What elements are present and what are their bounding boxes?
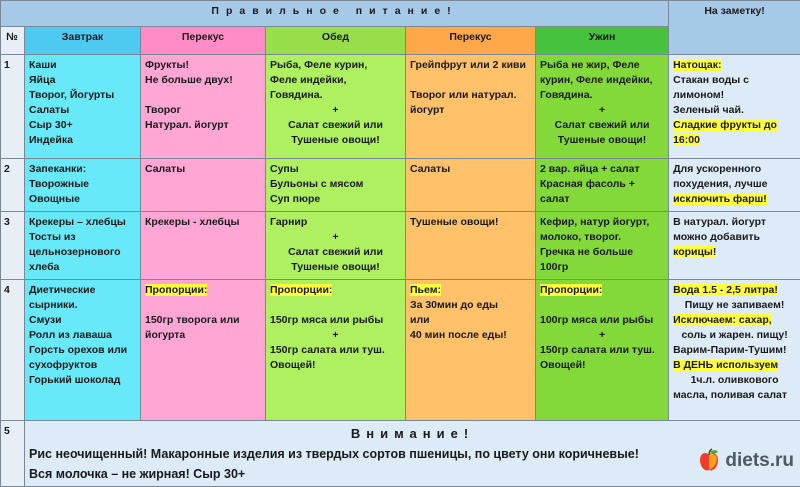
highlight: корицы!	[673, 246, 716, 258]
cell-line: цельнозернового	[29, 245, 136, 260]
highlight: исключить фарш!	[673, 193, 767, 205]
cell-line: Творог, Йогурты	[29, 88, 136, 103]
cell-line: Яйца	[29, 73, 136, 88]
cell-line: Салат свежий или	[540, 118, 664, 133]
cell-line	[673, 283, 796, 298]
highlight: Пропорции:	[540, 284, 602, 296]
highlight: 16:00	[673, 134, 700, 146]
cell-line	[673, 313, 796, 328]
highlight: Пьем:	[410, 284, 441, 296]
cell-line: Рыба, Феле курин,	[270, 58, 401, 73]
attention-title: Внимание!	[29, 424, 796, 444]
header-perekus-2: Перекус	[406, 27, 536, 55]
cell-line	[673, 133, 796, 148]
cell-line: Крекеры - хлебцы	[145, 215, 261, 230]
highlight: Пропорции:	[270, 284, 332, 296]
cell-line	[145, 88, 261, 103]
cell-line: Варим-Парим-Тушим!	[673, 343, 796, 358]
cell-zavtrak	[25, 280, 141, 421]
cell-line: Творог	[145, 103, 261, 118]
cell-line: 100гр	[540, 260, 664, 275]
cell-uzhin	[536, 280, 669, 421]
cell-line: соль и жарен. пищу!	[673, 328, 796, 343]
site-logo	[696, 448, 794, 474]
plus-sign: +	[270, 328, 401, 343]
row-number: 2	[1, 159, 25, 212]
cell-line: 150гр творога или	[145, 313, 261, 328]
cell-line: Салат свежий или	[270, 118, 401, 133]
cell-line	[270, 283, 401, 298]
cell-perekus-2	[406, 280, 536, 421]
cell-obed	[266, 159, 406, 212]
cell-line: Крекеры – хлебцы	[29, 215, 136, 230]
cell-line: Говядина.	[270, 88, 401, 103]
cell-line: курин, Феле индейки,	[540, 73, 664, 88]
cell-line: Гречка не больше	[540, 245, 664, 260]
cell-line	[540, 298, 664, 313]
row-number: 1	[1, 55, 25, 159]
cell-line: Гарнир	[270, 215, 401, 230]
header-perekus-1: Перекус	[141, 27, 266, 55]
cell-uzhin	[536, 212, 669, 280]
cell-line: 40 мин после еды!	[410, 328, 531, 343]
cell-line: Салат свежий или	[270, 245, 401, 260]
cell-line: можно добавить	[673, 230, 796, 245]
cell-line: салат	[540, 192, 664, 207]
cell-line: В натурал. йогурт	[673, 215, 796, 230]
apple-icon	[696, 448, 722, 474]
cell-line: Запеканки:	[29, 162, 136, 177]
cell-uzhin	[536, 159, 669, 212]
cell-line: Пищу не запиваем!	[673, 298, 796, 313]
plus-sign: +	[270, 103, 401, 118]
cell-zavtrak	[25, 55, 141, 159]
cell-perekus-1	[141, 159, 266, 212]
cell-line: Диетические	[29, 283, 136, 298]
cell-line: 2 вар. яйца + салат	[540, 162, 664, 177]
header-obed: Обед	[266, 27, 406, 55]
cell-line: сухофруктов	[29, 358, 136, 373]
cell-line: 100гр мяса или рыбы	[540, 313, 664, 328]
cell-perekus-1	[141, 212, 266, 280]
row-number: 5	[1, 421, 25, 487]
cell-perekus-2	[406, 55, 536, 159]
cell-line: йогурт	[410, 103, 531, 118]
attention-line: Рис неочищенный! Макаронные изделия из твердых сортов пшеницы, по цвету они коричневые!	[29, 444, 796, 464]
cell-line: хлеба	[29, 260, 136, 275]
cell-line: Сыр 30+	[29, 118, 136, 133]
table-row	[1, 212, 800, 280]
plus-sign: +	[540, 328, 664, 343]
plus-sign: +	[270, 230, 401, 245]
cell-line	[673, 58, 796, 73]
cell-line: Салаты	[29, 103, 136, 118]
cell-line: Тушеные овощи!	[410, 215, 531, 230]
cell-line: Салаты	[410, 162, 531, 177]
highlight: Натощак:	[673, 59, 721, 71]
attention-line: Вся молочка – не жирная! Сыр 30+	[29, 464, 796, 484]
cell-uzhin	[536, 55, 669, 159]
attention-cell	[25, 421, 800, 487]
cell-line: Овощные	[29, 192, 136, 207]
header-uzhin: Ужин	[536, 27, 669, 55]
cell-line	[673, 192, 796, 207]
cell-line	[410, 283, 531, 298]
cell-line: Каши	[29, 58, 136, 73]
row-number: 4	[1, 280, 25, 421]
table-row	[1, 55, 800, 159]
cell-line: 1ч.л. оливкового	[673, 373, 796, 388]
page-title: Правильное питание!	[1, 1, 669, 27]
cell-line: Тосты из	[29, 230, 136, 245]
cell-line: Тушеные овощи!	[540, 133, 664, 148]
cell-obed	[266, 55, 406, 159]
cell-line: Овощей!	[270, 358, 401, 373]
cell-line: Не больше двух!	[145, 73, 261, 88]
cell-line: Кефир, натур йогурт,	[540, 215, 664, 230]
cell-perekus-1	[141, 280, 266, 421]
cell-line: Бульоны с мясом	[270, 177, 401, 192]
attention-row	[1, 421, 800, 487]
cell-obed	[266, 280, 406, 421]
cell-line	[270, 298, 401, 313]
cell-note	[669, 159, 800, 212]
title-row	[1, 1, 800, 27]
note-header: На заметку!	[669, 1, 800, 55]
highlight: В ДЕНЬ используем	[673, 359, 778, 371]
cell-line: масла, поливая салат	[673, 388, 796, 403]
cell-line	[673, 245, 796, 260]
plus-sign: +	[540, 103, 664, 118]
cell-line	[673, 118, 796, 133]
cell-line: молоко, творог.	[540, 230, 664, 245]
cell-line: Горький шоколад	[29, 373, 136, 388]
cell-line: Говядина.	[540, 88, 664, 103]
cell-line: Тушеные овощи!	[270, 260, 401, 275]
cell-line	[673, 358, 796, 373]
cell-note	[669, 280, 800, 421]
highlight: Пропорции:	[145, 284, 207, 296]
cell-line: Салаты	[145, 162, 261, 177]
cell-line: или	[410, 313, 531, 328]
cell-line: 150гр мяса или рыбы	[270, 313, 401, 328]
cell-line	[145, 298, 261, 313]
cell-line: сырники.	[29, 298, 136, 313]
num-header: №	[1, 27, 25, 55]
cell-perekus-2	[406, 159, 536, 212]
cell-line: Зеленый чай.	[673, 103, 796, 118]
cell-line: Стакан воды с	[673, 73, 796, 88]
cell-line	[540, 283, 664, 298]
cell-line: Рыба не жир, Феле	[540, 58, 664, 73]
header-zavtrak: Завтрак	[25, 27, 141, 55]
highlight: Сладкие фрукты до	[673, 119, 777, 131]
cell-line: Тушеные овощи!	[270, 133, 401, 148]
cell-line	[410, 73, 531, 88]
cell-line: Натурал. йогурт	[145, 118, 261, 133]
highlight: Вода 1.5 - 2,5 литра!	[673, 284, 778, 296]
cell-zavtrak	[25, 212, 141, 280]
logo-text: diets.ru	[725, 450, 794, 472]
cell-line: 150гр салата или туш.	[270, 343, 401, 358]
cell-line: йогурта	[145, 328, 261, 343]
cell-zavtrak	[25, 159, 141, 212]
cell-line: Супы	[270, 162, 401, 177]
cell-line: Для ускоренного	[673, 162, 796, 177]
cell-note	[669, 55, 800, 159]
cell-line: Красная фасоль +	[540, 177, 664, 192]
cell-note	[669, 212, 800, 280]
cell-obed	[266, 212, 406, 280]
cell-line: Творог или натурал.	[410, 88, 531, 103]
row-number: 3	[1, 212, 25, 280]
cell-line: Суп пюре	[270, 192, 401, 207]
cell-line: лимоном!	[673, 88, 796, 103]
highlight: Исключаем: сахар,	[673, 314, 772, 326]
cell-line: Овощей!	[540, 358, 664, 373]
cell-perekus-2	[406, 212, 536, 280]
cell-line: Смузи	[29, 313, 136, 328]
cell-line: Фрукты!	[145, 58, 261, 73]
cell-line: 150гр салата или туш.	[540, 343, 664, 358]
cell-perekus-1	[141, 55, 266, 159]
cell-line: Феле индейки,	[270, 73, 401, 88]
cell-line: Творожные	[29, 177, 136, 192]
cell-line: Ролл из лаваша	[29, 328, 136, 343]
table-row	[1, 159, 800, 212]
table-row	[1, 280, 800, 421]
cell-line: похудения, лучше	[673, 177, 796, 192]
cell-line: За 30мин до еды	[410, 298, 531, 313]
cell-line: Горсть орехов или	[29, 343, 136, 358]
cell-line: Грейпфрут или 2 киви	[410, 58, 531, 73]
cell-line	[145, 283, 261, 298]
cell-line: Индейка	[29, 133, 136, 148]
